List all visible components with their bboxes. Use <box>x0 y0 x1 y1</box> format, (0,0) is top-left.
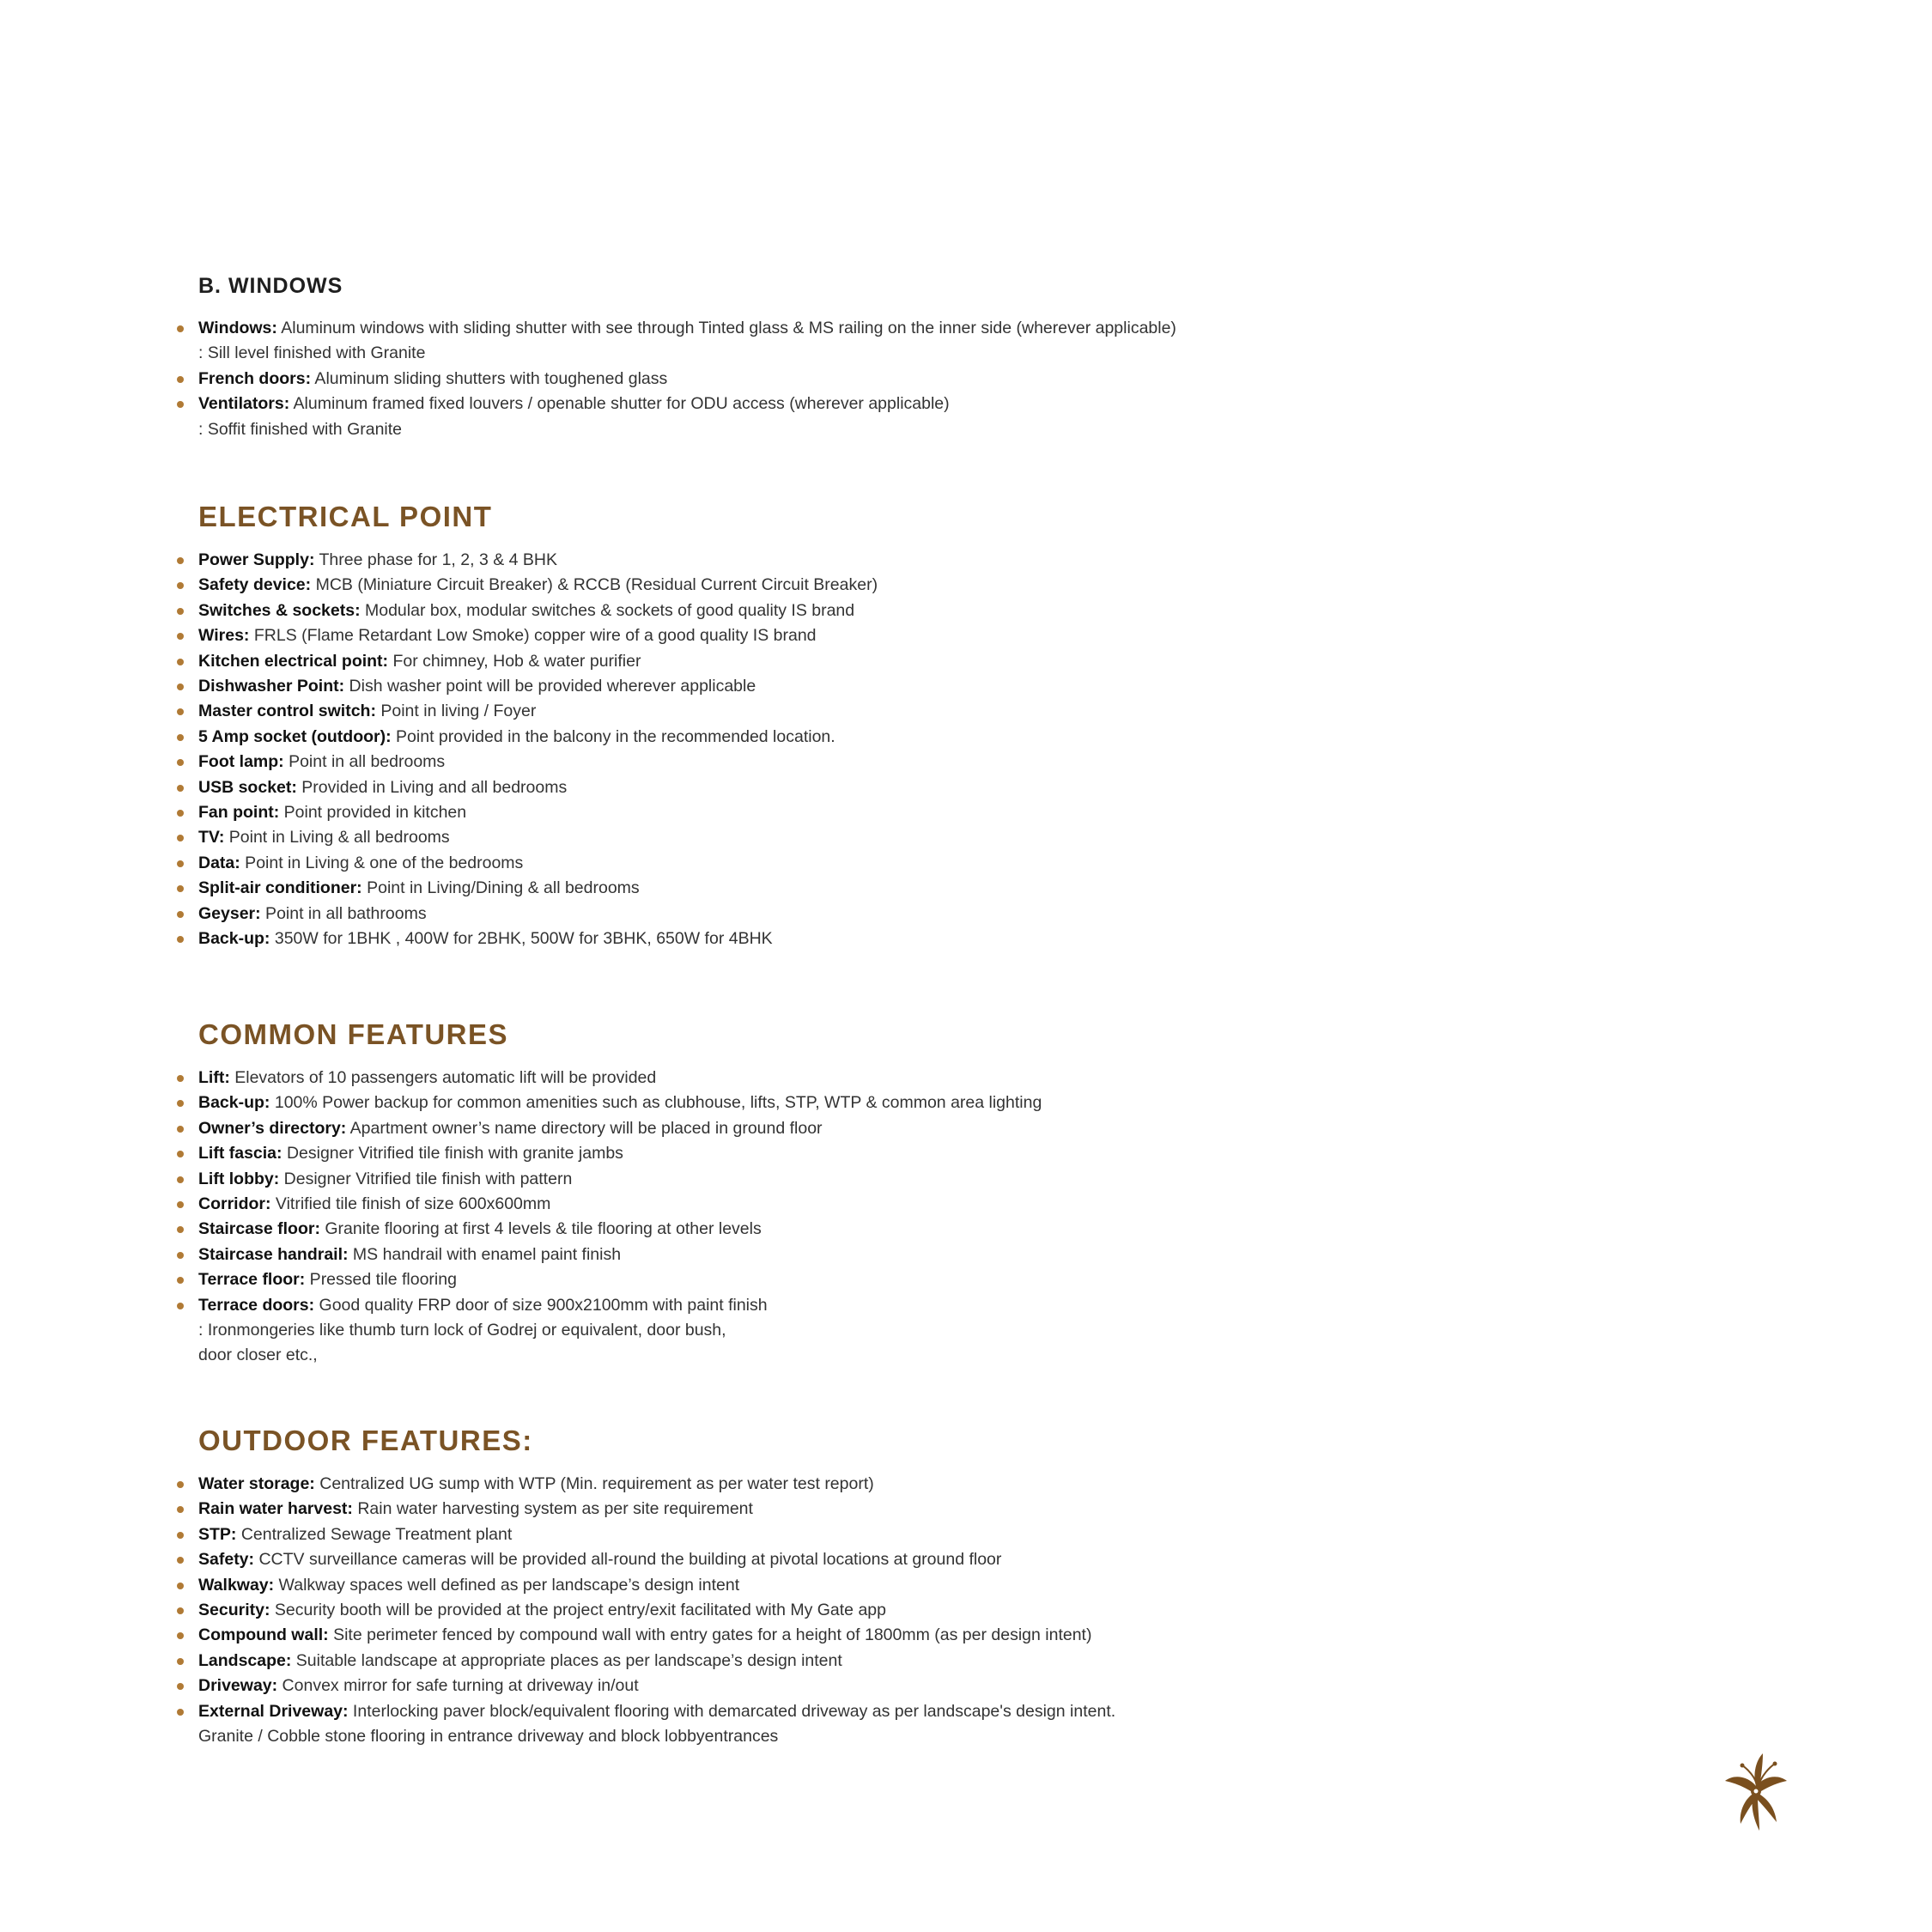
item-label: Water storage: <box>198 1474 315 1493</box>
item-text: Centralized UG sump with WTP (Min. requirement as per water test report) <box>314 1474 874 1493</box>
list-item <box>198 1573 1658 1598</box>
item-label: Security: <box>198 1601 270 1620</box>
windows-list <box>198 316 1658 442</box>
list-item <box>198 902 1658 927</box>
bullet-icon <box>177 1607 184 1614</box>
item-label: Windows: <box>198 319 277 337</box>
item-text: Three phase for 1, 2, 3 & 4 BHK <box>314 550 557 569</box>
list-item <box>198 1674 1658 1698</box>
bullet-icon <box>177 835 184 841</box>
item-label: Split-air conditioner: <box>198 878 362 898</box>
item-text: Point in Living & all bedrooms <box>224 828 450 848</box>
list-item <box>198 699 1658 724</box>
list-item <box>198 876 1658 901</box>
item-text: 350W for 1BHK , 400W for 2BHK, 500W for 3BHK, 650W for 4BHK <box>270 929 773 949</box>
bullet-icon <box>177 582 184 589</box>
item-label: Compound wall: <box>198 1625 329 1645</box>
list-item <box>198 1242 1658 1267</box>
list-item <box>198 1116 1658 1141</box>
item-label: Data: <box>198 853 240 872</box>
list-item <box>198 1472 1658 1497</box>
item-label: Safety: <box>198 1550 255 1570</box>
item-text: Apartment owner’s name directory will be placed in ground floor <box>346 1118 823 1138</box>
bullet-icon <box>177 325 184 332</box>
item-label: Master control switch: <box>198 702 376 721</box>
bullet-icon <box>177 401 184 408</box>
common-section <box>198 1016 1658 1369</box>
item-text: Point provided in the balcony in the recommended location. <box>391 726 835 746</box>
item-text: Elevators of 10 passengers automatic lift will be provided <box>229 1068 657 1087</box>
item-continuation: : Ironmongeries like thumb turn lock of Godrej or equivalent, door bush, <box>198 1321 726 1340</box>
bullet-icon <box>177 1709 184 1716</box>
item-text: Designer Vitrified tile finish with granite jambs <box>282 1144 623 1163</box>
list-item <box>198 573 1658 598</box>
list-item <box>198 1167 1658 1192</box>
list-item <box>198 392 1658 442</box>
bullet-icon <box>177 1557 184 1564</box>
item-label: Foot lamp: <box>198 752 284 772</box>
item-label: Staircase floor: <box>198 1219 320 1239</box>
item-text: Point provided in kitchen <box>279 803 467 823</box>
item-label: Lift fascia: <box>198 1144 283 1163</box>
item-label: Kitchen electrical point: <box>198 651 389 671</box>
item-label: USB socket: <box>198 777 297 797</box>
item-text: Vitrified tile finish of size 600x600mm <box>270 1194 551 1214</box>
item-text: Pressed tile flooring <box>305 1270 457 1290</box>
item-continuation: : Sill level finished with Granite <box>198 343 426 363</box>
item-text: Suitable landscape at appropriate places as per landscape’s design intent <box>291 1650 842 1670</box>
outdoor-list <box>198 1472 1658 1749</box>
bullet-icon <box>177 708 184 715</box>
list-item <box>198 674 1658 699</box>
bullet-icon <box>177 911 184 918</box>
list-item <box>198 1217 1658 1242</box>
windows-heading: B. WINDOWS <box>198 274 343 298</box>
item-text: Interlocking paver block/equivalent flooring with demarcated driveway as per landscape's design intent. <box>348 1701 1116 1721</box>
bullet-icon <box>177 1658 184 1665</box>
item-text: Point in Living/Dining & all bedrooms <box>361 878 640 898</box>
list-item <box>198 1547 1658 1572</box>
list-item <box>198 1649 1658 1674</box>
bullet-icon <box>177 1252 184 1259</box>
list-item <box>198 1066 1658 1091</box>
item-text: FRLS (Flame Retardant Low Smoke) copper wire of a good quality IS brand <box>249 626 817 646</box>
bullet-icon <box>177 1100 184 1107</box>
item-text: Designer Vitrified tile finish with pattern <box>279 1169 573 1188</box>
list-item <box>198 623 1658 648</box>
item-text: MS handrail with enamel paint finish <box>348 1244 622 1264</box>
bullet-icon <box>177 1151 184 1157</box>
bullet-icon <box>177 1583 184 1589</box>
bullet-icon <box>177 1176 184 1183</box>
list-item <box>198 1623 1658 1648</box>
item-label: Landscape: <box>198 1650 292 1670</box>
bullet-icon <box>177 659 184 665</box>
item-label: Rain water harvest: <box>198 1499 353 1519</box>
item-label: TV: <box>198 828 225 848</box>
item-label: Safety device: <box>198 575 312 595</box>
item-text: Granite flooring at first 4 levels & tile flooring at other levels <box>319 1219 762 1239</box>
item-label: Terrace doors: <box>198 1295 315 1315</box>
outdoor-heading: OUTDOOR FEATURES: <box>198 1425 533 1456</box>
bullet-icon <box>177 860 184 867</box>
item-text: Walkway spaces well defined as per landscape’s design intent <box>274 1575 740 1595</box>
list-item <box>198 825 1658 850</box>
item-label: Driveway: <box>198 1676 278 1696</box>
item-text: CCTV surveillance cameras will be provided all-round the building at pivotal locations at ground floor <box>254 1550 1002 1570</box>
item-text: Convex mirror for safe turning at driveway in/out <box>277 1676 639 1696</box>
item-text: Site perimeter fenced by compound wall with entry gates for a height of 1800mm (as per design intent) <box>328 1625 1092 1645</box>
bullet-icon <box>177 1277 184 1284</box>
item-label: Wires: <box>198 626 250 646</box>
bullet-icon <box>177 683 184 690</box>
item-label: Switches & sockets: <box>198 600 361 620</box>
list-item <box>198 1699 1658 1750</box>
bullet-icon <box>177 810 184 817</box>
bullet-icon <box>177 759 184 766</box>
bullet-icon <box>177 376 184 383</box>
item-text: Good quality FRP door of size 900x2100mm with paint finish <box>314 1295 768 1315</box>
bullet-icon <box>177 633 184 640</box>
bullet-icon <box>177 1683 184 1690</box>
list-item <box>198 1267 1658 1292</box>
list-item <box>198 316 1658 367</box>
bullet-icon <box>177 785 184 792</box>
bullet-icon <box>177 1632 184 1639</box>
item-label: Staircase handrail: <box>198 1244 349 1264</box>
item-continuation: door closer etc., <box>198 1346 318 1365</box>
list-item <box>198 725 1658 750</box>
list-item <box>198 1522 1658 1547</box>
flower-logo-icon <box>1722 1750 1790 1832</box>
item-continuation: Granite / Cobble stone flooring in entrance driveway and block lobbyentrances <box>198 1727 779 1747</box>
bullet-icon <box>177 1532 184 1539</box>
list-item <box>198 649 1658 674</box>
item-text: Provided in Living and all bedrooms <box>296 777 568 797</box>
item-label: Lift lobby: <box>198 1169 280 1188</box>
outdoor-section <box>198 1422 1658 1749</box>
list-item <box>198 1192 1658 1217</box>
item-text: Point in Living & one of the bedrooms <box>240 853 524 872</box>
bullet-icon <box>177 1481 184 1488</box>
list-item <box>198 598 1658 623</box>
list-item <box>198 548 1658 573</box>
list-item <box>198 800 1658 825</box>
list-item <box>198 851 1658 876</box>
bullet-icon <box>177 557 184 564</box>
item-text: Aluminum windows with sliding shutter with see through Tinted glass & MS railing on the inner side (wherever applicable) <box>276 319 1176 337</box>
item-text: 100% Power backup for common amenities such as clubhouse, lifts, STP, WTP & common area lighting <box>270 1093 1042 1113</box>
item-label: Dishwasher Point: <box>198 677 345 696</box>
list-item <box>198 1293 1658 1369</box>
item-continuation: : Soffit finished with Granite <box>198 419 403 439</box>
item-label: Owner’s directory: <box>198 1118 347 1138</box>
item-label: Ventilators: <box>198 394 290 414</box>
item-text: MCB (Miniature Circuit Breaker) & RCCB (Residual Current Circuit Breaker) <box>311 575 878 595</box>
electrical-section <box>198 498 1658 952</box>
item-text: Rain water harvesting system as per site requirement <box>352 1499 753 1519</box>
item-text: Centralized Sewage Treatment plant <box>236 1524 513 1544</box>
item-label: 5 Amp socket (outdoor): <box>198 726 392 746</box>
item-text: Modular box, modular switches & sockets of good quality IS brand <box>360 600 855 620</box>
list-item <box>198 1598 1658 1623</box>
bullet-icon <box>177 1303 184 1309</box>
item-label: Geyser: <box>198 903 261 923</box>
item-label: Lift: <box>198 1068 230 1087</box>
electrical-list <box>198 548 1658 952</box>
bullet-icon <box>177 1075 184 1082</box>
bullet-icon <box>177 1506 184 1513</box>
electrical-heading: ELECTRICAL POINT <box>198 501 493 532</box>
item-label: STP: <box>198 1524 237 1544</box>
list-item <box>198 750 1658 775</box>
item-text: Aluminum framed fixed louvers / openable shutter for ODU access (wherever applicable) <box>289 394 950 414</box>
list-item <box>198 775 1658 800</box>
item-label: External Driveway: <box>198 1701 349 1721</box>
item-label: Corridor: <box>198 1194 271 1214</box>
item-label: French doors: <box>198 368 312 388</box>
item-label: Back-up: <box>198 1093 270 1113</box>
common-list <box>198 1066 1658 1369</box>
item-label: Power Supply: <box>198 550 315 569</box>
bullet-icon <box>177 885 184 892</box>
bullet-icon <box>177 608 184 615</box>
item-text: Point in all bathrooms <box>260 903 427 923</box>
common-heading: COMMON FEATURES <box>198 1018 509 1050</box>
list-item <box>198 367 1658 392</box>
bullet-icon <box>177 936 184 943</box>
list-item <box>198 927 1658 951</box>
item-label: Walkway: <box>198 1575 275 1595</box>
item-text: Point in living / Foyer <box>375 702 537 721</box>
bullet-icon <box>177 734 184 741</box>
item-label: Terrace floor: <box>198 1270 306 1290</box>
bullet-icon <box>177 1201 184 1208</box>
windows-section <box>198 271 1658 442</box>
list-item <box>198 1497 1658 1522</box>
item-text: Dish washer point will be provided wherever applicable <box>344 677 756 696</box>
list-item <box>198 1091 1658 1115</box>
item-label: Back-up: <box>198 929 270 949</box>
item-text: Point in all bedrooms <box>283 752 446 772</box>
item-text: Aluminum sliding shutters with toughened glass <box>311 368 668 388</box>
item-label: Fan point: <box>198 803 280 823</box>
item-text: Security booth will be provided at the project entry/exit facilitated with My Gate app <box>270 1601 886 1620</box>
item-text: For chimney, Hob & water purifier <box>388 651 641 671</box>
list-item <box>198 1141 1658 1166</box>
bullet-icon <box>177 1226 184 1233</box>
bullet-icon <box>177 1126 184 1133</box>
